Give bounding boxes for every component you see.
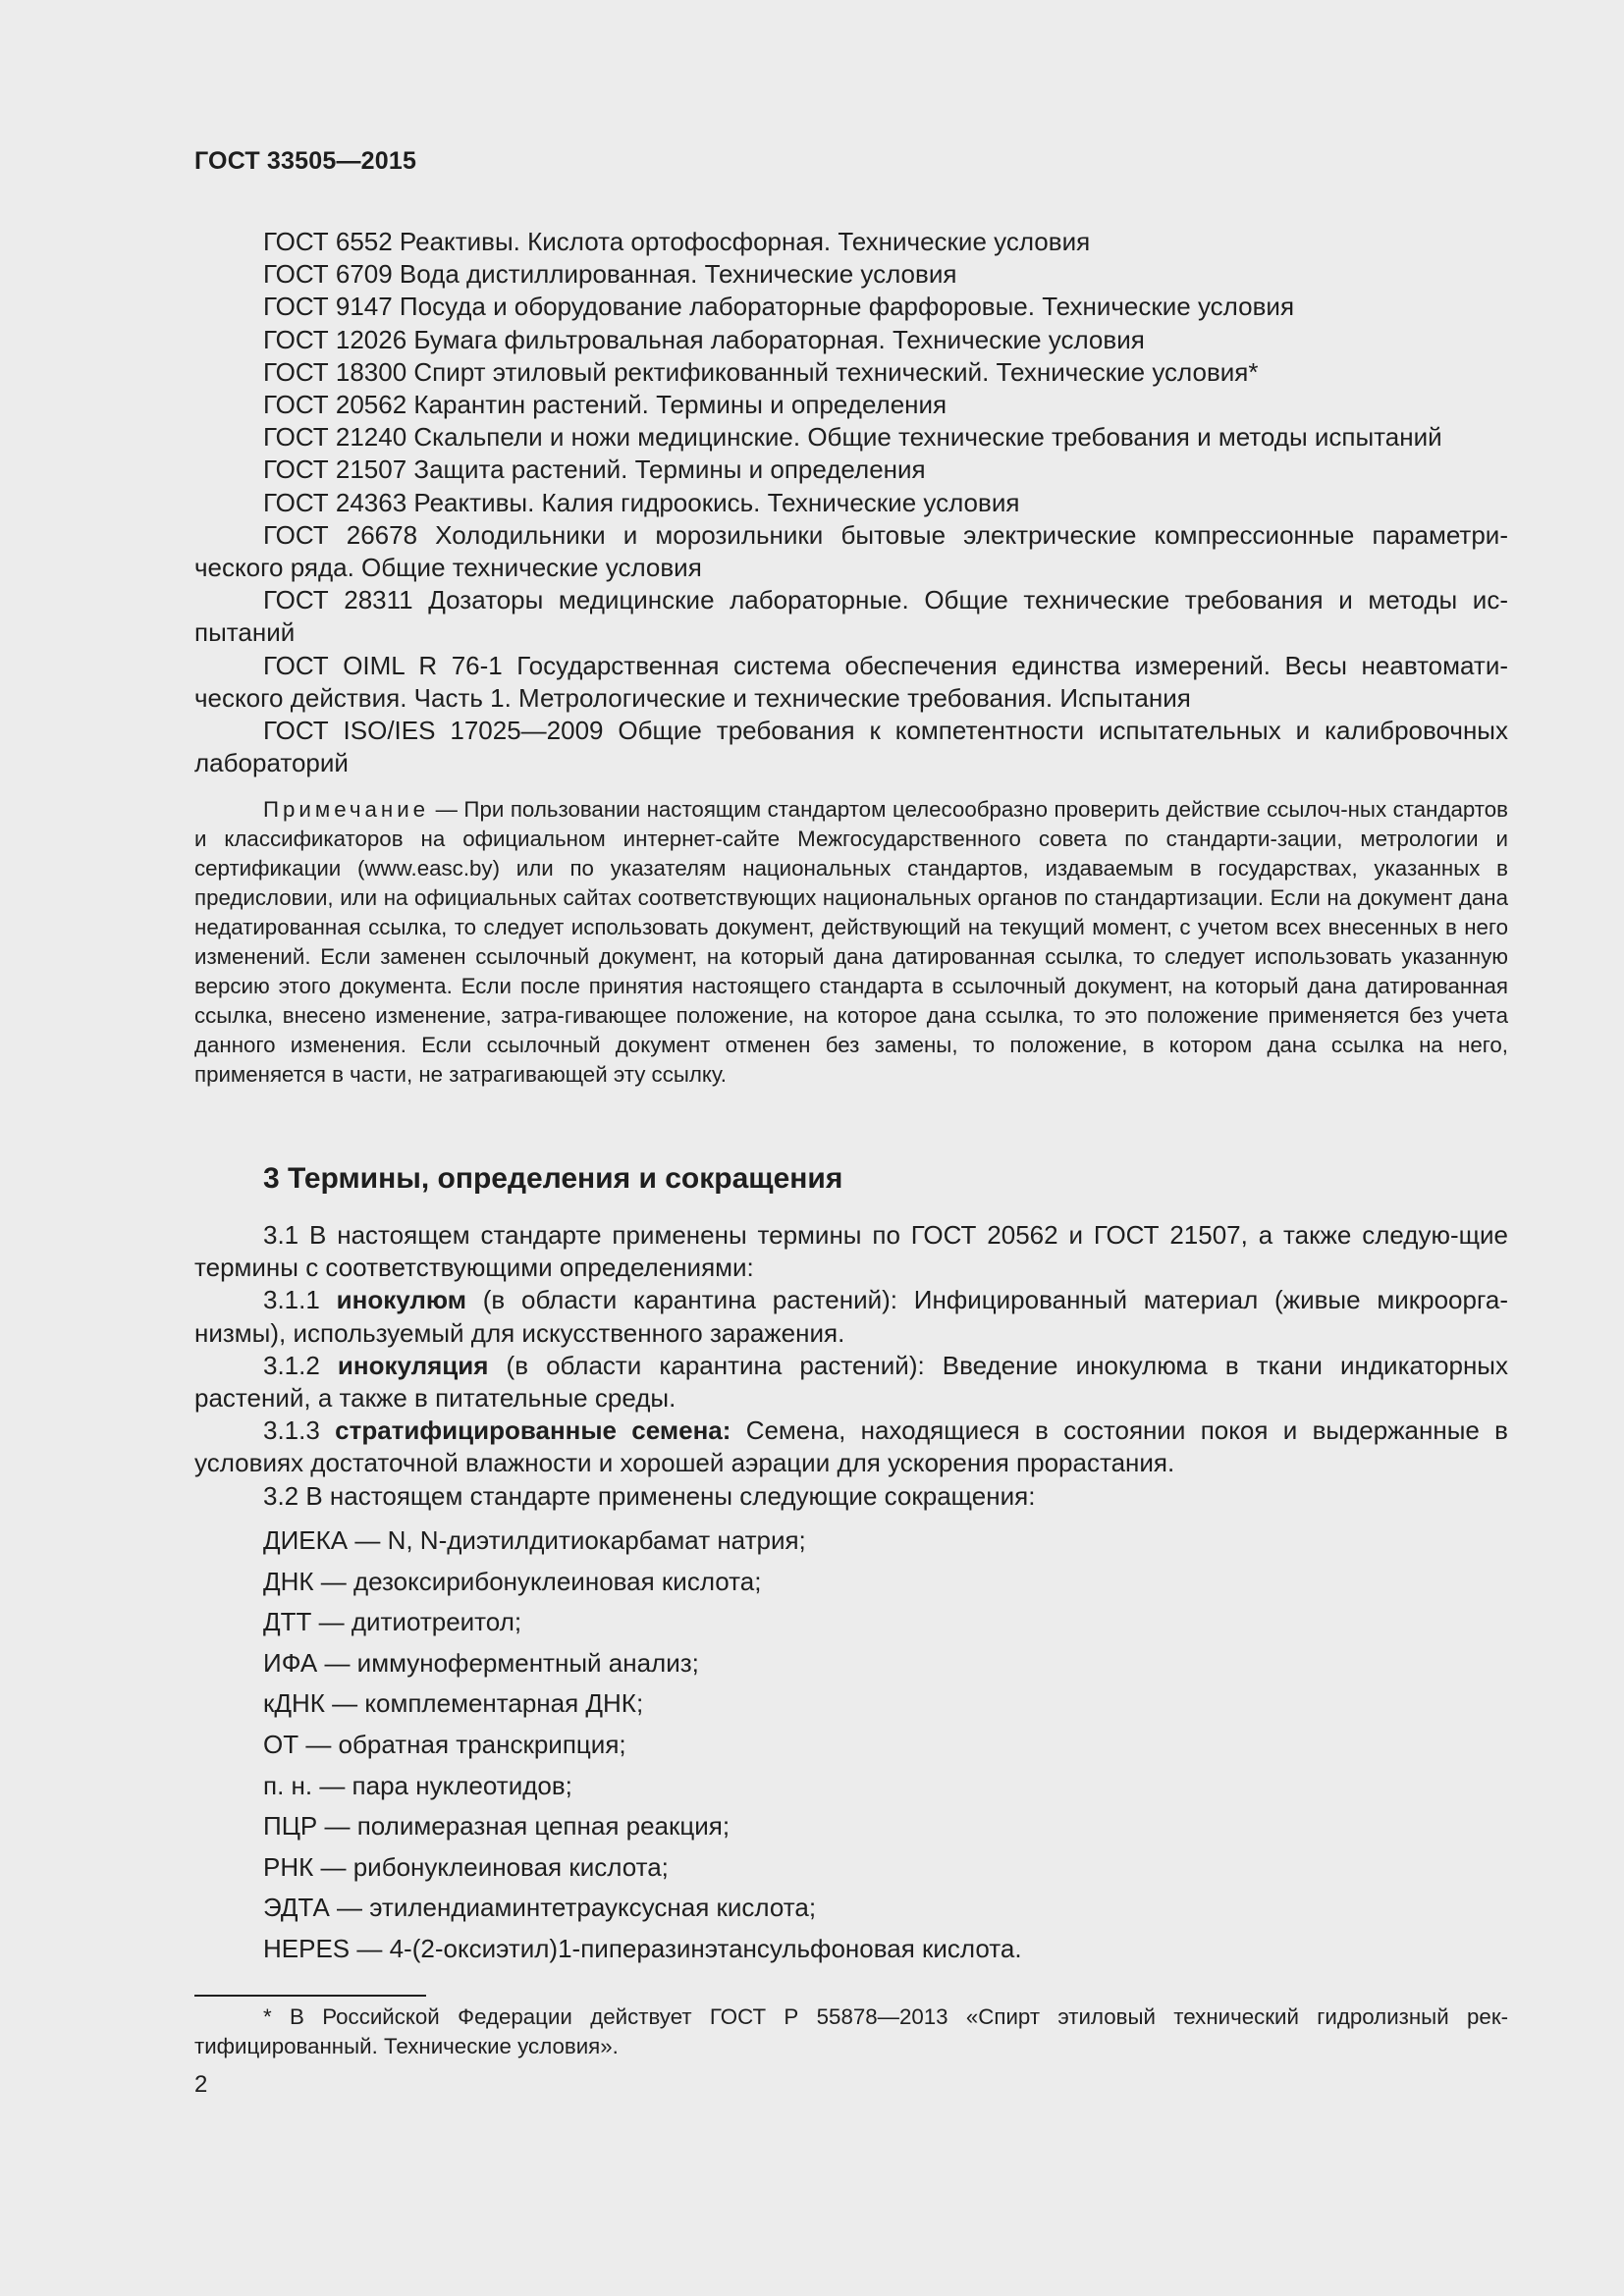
abbreviation-item: ОТ — обратная транскрипция; (263, 1729, 626, 1759)
reference-item: ГОСТ 9147 Посуда и оборудование лабораторные фарфоровые. Технические условия (263, 292, 1295, 322)
abbreviation-item: РНК — рибонуклеиновая кислота; (263, 1851, 669, 1882)
reference-item: ГОСТ 6709 Вода дистиллированная. Технические условия (263, 259, 957, 290)
abbreviation-item: п. н. — пара нуклеотидов; (263, 1770, 572, 1800)
abbreviation-item: ДИЕКА — N, N-диэтилдитиокарбамат натрия; (263, 1525, 806, 1555)
clause-3-2: 3.2 В настоящем стандарте применены следующие сокращения: (263, 1480, 1036, 1511)
term-name: стратифицированные семена: (335, 1415, 731, 1446)
abbreviation-item: кДНК — комплементарная ДНК; (263, 1688, 644, 1719)
reference-item: ГОСТ ISO/IES 17025—2009 Общие требования к компетентности испытательных и калибровочных лабораторий (194, 716, 1508, 778)
abbreviations-list (263, 1521, 1022, 1970)
term-3-1-1 (194, 1284, 1508, 1349)
term-definition: (в области карантина растений): Инфицированный материал (живые микроорга-низмы), используемый для искусственного заражения. (194, 1285, 1508, 1348)
note-text: — При пользовании настоящим стандартом целесообразно проверить действие ссылоч-ных стандартов и классификаторов на официальном интернет-сайте Межгосударственного совета по стандарти-зации, метрологии и сертификации (www.easc.by) или по указателям национальных стандартов, издаваемым в государствах, указанных в предисловии, или на официальных сайтах соответствующих национальных органов по стандартизации. Если на документ дана недатированная ссылка, то следует использовать документ, действующий на текущий момент, с учетом всех внесенных в него изменений. Если заменен ссылочный документ, на который дана датированная ссылка, то следует использовать указанную версию этого документа. Если после принятия настоящего стандарта в ссылочный документ, на который дана датированная ссылка, внесено изменение, затра-гивающее положение, на которое дана ссылка, то это положение применяется без учета данного изменения. Если ссылочный документ отменен без замены, то положение, в котором дана ссылка на него, применяется в части, не затрагивающей эту ссылку. (194, 797, 1508, 1087)
reference-item: ГОСТ 26678 Холодильники и морозильники бытовые электрические компрессионные параметри-ческого ряда. Общие технические условия (194, 519, 1508, 583)
term-definition: Семена, находящиеся в состоянии покоя и выдержанные в условиях достаточной влажности и хорошей аэрации для ускорения прорастания. (194, 1415, 1508, 1478)
document-header: ГОСТ 33505—2015 (194, 147, 417, 175)
footnote: * В Российской Федерации действует ГОСТ Р 55878—2013 «Спирт этиловый технический гидролизный рек-тифицированный. Технические условия». (194, 2004, 1508, 2058)
term-name: инокуляция (337, 1350, 489, 1380)
footnote-divider (194, 1995, 426, 1997)
reference-item: ГОСТ 12026 Бумага фильтровальная лабораторная. Технические условия (263, 324, 1145, 354)
term-number: 3.1.3 (263, 1415, 336, 1446)
terms-block (194, 1219, 1508, 1513)
section-title: 3 Термины, определения и сокращения (263, 1162, 843, 1195)
reference-item: ГОСТ 6552 Реактивы. Кислота ортофосфорная. Технические условия (263, 227, 1091, 256)
page-number: 2 (194, 2071, 208, 2098)
reference-item: ГОСТ 24363 Реактивы. Калия гидроокись. Технические условия (263, 487, 1020, 517)
clause-3-1: 3.1 В настоящем стандарте применены термины по ГОСТ 20562 и ГОСТ 21507, а также следую-щие термины с соответствующими определениями: (194, 1220, 1508, 1283)
normative-references (194, 226, 1508, 779)
term-3-1-3 (194, 1415, 1508, 1479)
term-3-1-2 (194, 1350, 1508, 1415)
reference-item: ГОСТ OIML R 76-1 Государственная система обеспечения единства измерений. Весы неавтомати-ческого действия. Часть 1. Метрологические и технические требования. Испытания (194, 650, 1508, 713)
note-paragraph (194, 795, 1508, 1090)
abbreviation-item: ДТТ — дитиотреитол; (263, 1607, 522, 1637)
abbreviation-item: ИФА — иммуноферментный анализ; (263, 1647, 699, 1678)
reference-item: ГОСТ 21240 Скальпели и ножи медицинские. Общие технические требования и методы испытаний (263, 422, 1442, 453)
note-label: Примечание (263, 797, 430, 822)
term-name: инокулюм (336, 1285, 466, 1315)
reference-item: ГОСТ 18300 Спирт этиловый ректификованный технический. Технические условия* (263, 356, 1259, 387)
term-definition: (в области карантина растений): Введение инокулюма в ткани индикаторных растений, а также в питательные среды. (194, 1350, 1508, 1414)
abbreviation-item: ДНК — дезоксирибонуклеиновая кислота; (263, 1566, 762, 1596)
term-number: 3.1.2 (263, 1350, 338, 1380)
reference-item: ГОСТ 20562 Карантин растений. Термины и определения (263, 390, 947, 420)
abbreviation-item: HEPES — 4-(2-оксиэтил)1-пиперазинэтансульфоновая кислота. (263, 1933, 1022, 1963)
reference-item: ГОСТ 28311 Дозаторы медицинские лабораторные. Общие технические требования и методы ис-пытаний (194, 585, 1508, 648)
term-number: 3.1.1 (263, 1285, 337, 1315)
reference-item: ГОСТ 21507 Защита растений. Термины и определения (263, 454, 926, 485)
abbreviation-item: ЭДТА — этилендиаминтетрауксусная кислота; (263, 1893, 817, 1923)
abbreviation-item: ПЦР — полимеразная цепная реакция; (263, 1811, 731, 1842)
